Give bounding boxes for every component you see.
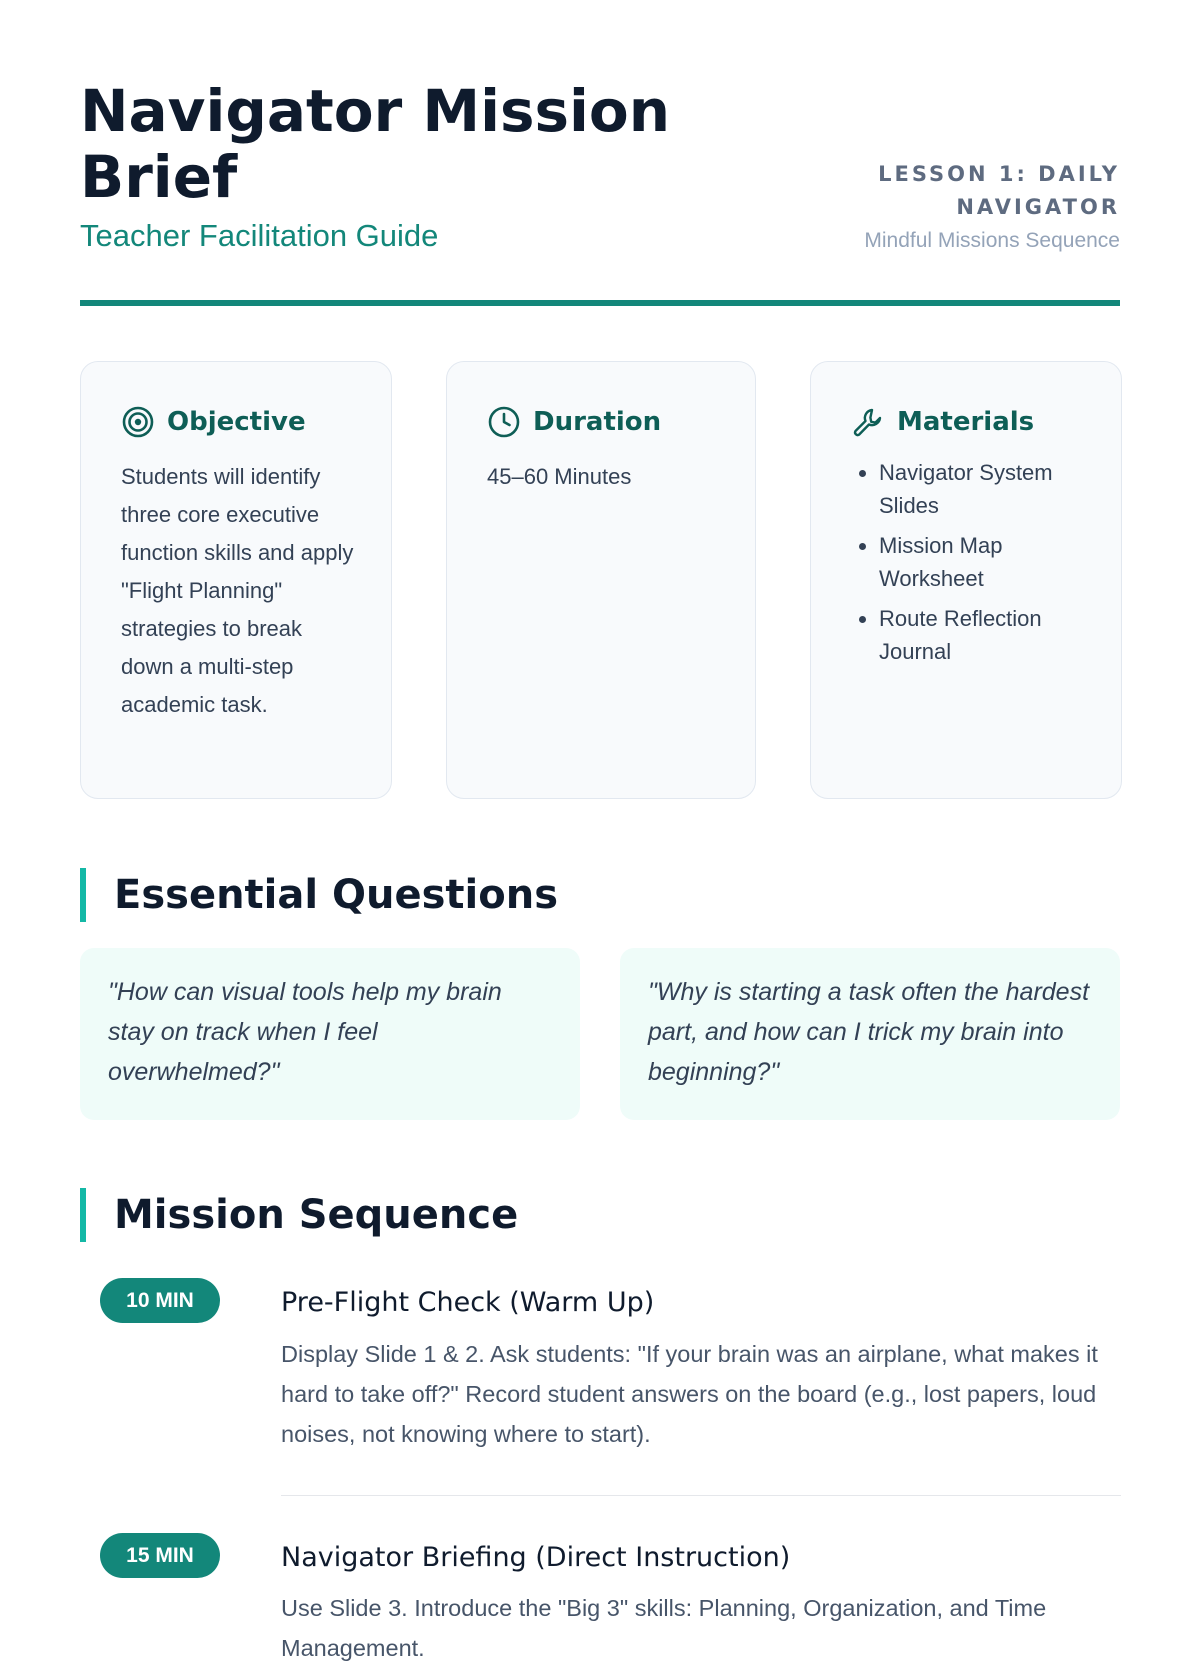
materials-title: Materials (897, 407, 1035, 437)
objective-title: Objective (167, 407, 306, 437)
step-description: Display Slide 1 & 2. Ask students: "If your brain was an airplane, what makes it hard to take off?" Record student answers on the board (e.g., lost papers, loud noises, not knowing where to start). (281, 1341, 1098, 1447)
page-subtitle: Teacher Facilitation Guide (80, 218, 439, 253)
essential-question-card: "Why is starting a task often the hardest part, and how can I trick my brain into beginning?" (620, 948, 1120, 1120)
essential-questions-heading: Essential Questions (80, 868, 558, 922)
step-duration-badge: 15 MIN (100, 1533, 220, 1578)
mission-sequence-heading: Mission Sequence (80, 1188, 518, 1242)
lesson-info (740, 158, 1120, 258)
materials-list-item: • Mission Map Worksheet (879, 529, 1091, 595)
clock-icon (487, 405, 521, 439)
materials-list-item: • Navigator System Slides (879, 456, 1091, 522)
step-title: Navigator Briefing (Direct Instruction) (281, 1542, 791, 1573)
objective-text: Students will identify three core executive function skills and apply "Flight Planning" strategies to break down a multi-step academic task. (121, 464, 354, 717)
page-title: Navigator Mission Brief (80, 77, 671, 211)
essential-question-card: "How can visual tools help my brain stay on track when I feel overwhelmed?" (80, 948, 580, 1120)
materials-list (851, 456, 1091, 675)
step-duration-badge: 10 MIN (100, 1278, 220, 1323)
page-header (80, 78, 1120, 304)
materials-card-header (851, 402, 1034, 442)
sequence-label: Mindful Missions Sequence (864, 229, 1120, 252)
header-divider (80, 300, 1120, 306)
step-description: Use Slide 3. Introduce the "Big 3" skills: Planning, Organization, and Time Management. (281, 1595, 1047, 1661)
step-title: Pre-Flight Check (Warm Up) (281, 1287, 655, 1318)
objective-card-header (121, 402, 306, 442)
duration-title: Duration (533, 407, 662, 437)
materials-card (810, 361, 1122, 799)
wrench-icon (851, 405, 885, 439)
target-icon (121, 405, 155, 439)
objective-card (80, 361, 392, 799)
step-divider (281, 1495, 1121, 1496)
duration-card-header (487, 402, 661, 442)
materials-list-item: • Route Reflection Journal (879, 602, 1091, 668)
duration-card (446, 361, 756, 799)
duration-text: 45–60 Minutes (487, 464, 632, 489)
lesson-label: LESSON 1: DAILY NAVIGATOR (878, 162, 1120, 219)
